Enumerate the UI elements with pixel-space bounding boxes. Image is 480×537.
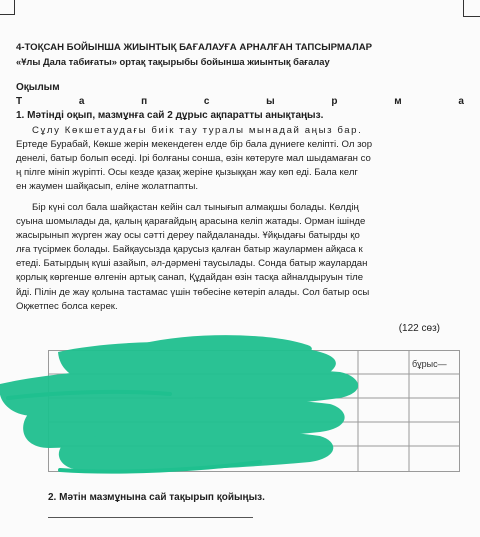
text-line: Бір күні сол бала шайқастан кейін сал тынығып алмақшы болады. Көлдің: [32, 202, 359, 213]
text-line: Сұлу Көкшетаудағы биік тау туралы мынадай аңыз бар.: [32, 125, 363, 136]
text-line: лға түсірмек болады. Байқаусызда қарусыз қалған батыр жаулармен айқаса к: [16, 244, 363, 256]
spaced-letter: м: [394, 96, 402, 107]
text-line: Ертеде Бурабай, Көкше жерін мекендеген елде бір бала дүниеге келіпті. Ол зор: [16, 139, 373, 151]
spaced-letter: а: [78, 96, 85, 107]
answer-line[interactable]: [48, 517, 253, 518]
text-line: ен жаумен шайқасып, еліне жолатпапты.: [16, 181, 199, 193]
task-1-instruction: 1. Мәтінді оқып, мазмұнға сай 2 дұрыс ақпаратты анықтаңыз.: [16, 110, 324, 121]
text-line: ң пілге мініп жүріпті. Осы кезде қазақ жеріне қызыққан жау көп еді. Бала келг: [16, 167, 358, 179]
text-line: суына шомылады да, қалың қарағайдың арасына келіп жатады. Орман ішінде: [16, 216, 366, 228]
text-line: денелі, батыр болып өседі. Ірі болғаны сонша, өзін көтеруге мал шыдамаған со: [16, 153, 371, 165]
spaced-letter: р: [331, 96, 338, 107]
text-line: етеді. Батырдың күші азайып, әл-дәрмені таусылады. Сонда батыр жаулардан: [16, 258, 368, 270]
task-2-instruction: 2. Мәтін мазмұнына сай тақырып қойыңыз.: [48, 492, 265, 503]
text-line: жасырынып жүрген жау осы сәтті дереу пайдаланады. Ұйқыдағы батырды қо: [16, 230, 360, 242]
text-line: қорлық көргенше өлгенін артық санап, Құдайдан өзін тасқа айналдыруын тіле: [16, 272, 364, 284]
spaced-letter: Т: [16, 96, 23, 107]
spaced-letter: а: [458, 96, 464, 107]
section-heading: Оқылым: [16, 82, 60, 93]
worksheet-title: 4-ТОҚСАН БОЙЫНША ЖИЫНТЫҚ БАҒАЛАУҒА АРНАЛҒАН ТАПСЫРМАЛАР: [16, 42, 373, 53]
spaced-letter: п: [141, 96, 148, 107]
table-header-fragment: бұрыс—: [412, 359, 447, 369]
spaced-letter: ы: [266, 96, 275, 107]
word-count: (122 сөз): [398, 323, 440, 334]
text-line: Оқжетпес болса керек.: [16, 300, 118, 312]
worksheet-subtitle: «Ұлы Дала табиғаты» ортақ тақырыбы бойынша жиынтық бағалау: [16, 56, 330, 67]
spaced-letter: с: [203, 96, 210, 107]
text-line: йді. Пілін де жау қолына тастамас үшін төбесіне көтеріп алады. Сол батыр осы: [16, 286, 370, 298]
